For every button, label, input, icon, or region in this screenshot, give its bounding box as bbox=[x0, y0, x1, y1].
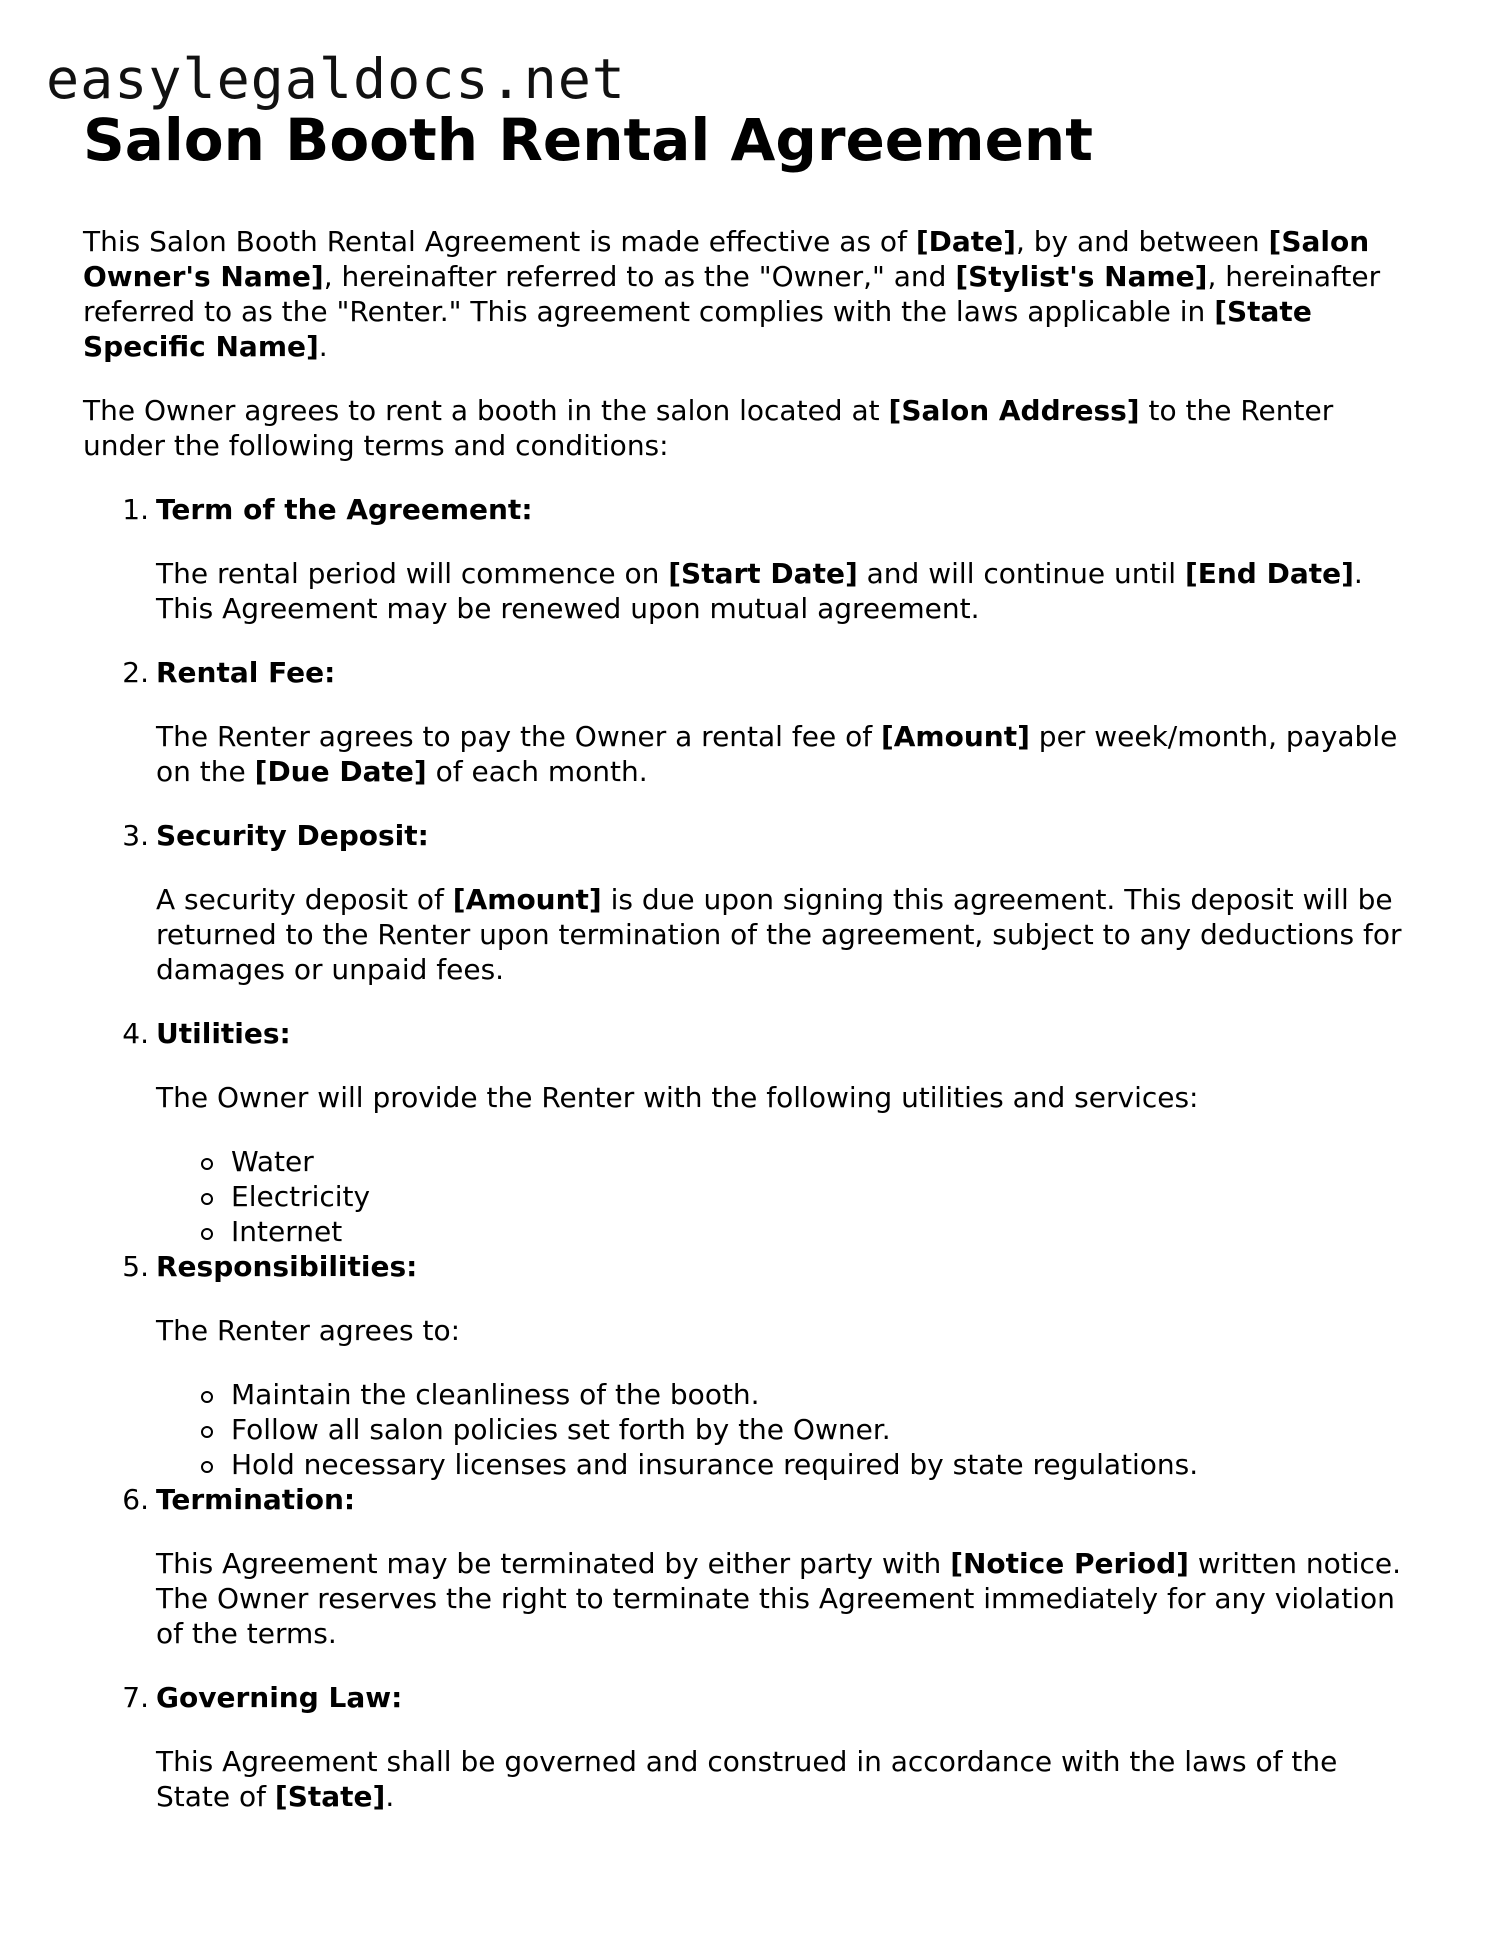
term-item-rental-fee bbox=[83, 655, 1413, 789]
term-text: . This Agreement may be renewed upon mutual agreement. bbox=[156, 557, 1363, 625]
amount-placeholder: [Amount] bbox=[880, 720, 1030, 753]
term-body bbox=[156, 556, 1413, 626]
list-item: Water bbox=[231, 1144, 1413, 1179]
intro-paragraph bbox=[83, 224, 1413, 364]
term-text: A security deposit of bbox=[156, 883, 453, 916]
term-heading: Rental Fee: bbox=[156, 656, 336, 689]
intro-text: The Owner agrees to rent a booth in the salon located at bbox=[83, 394, 889, 427]
term-body bbox=[156, 1546, 1413, 1651]
term-number: 6. bbox=[122, 1483, 149, 1516]
due-date-placeholder: [Due Date] bbox=[254, 755, 427, 788]
term-item-utilities bbox=[83, 1016, 1413, 1249]
term-body: The Renter agrees to: bbox=[156, 1314, 461, 1347]
term-number: 2. bbox=[122, 656, 149, 689]
intro-text: This Salon Booth Rental Agreement is made effective as of bbox=[83, 225, 916, 258]
start-date-placeholder: [Start Date] bbox=[668, 557, 858, 590]
term-number: 5. bbox=[122, 1250, 149, 1283]
term-number: 1. bbox=[122, 493, 149, 526]
term-body bbox=[156, 1744, 1413, 1814]
term-heading: Governing Law: bbox=[156, 1681, 403, 1714]
salon-address-placeholder: [Salon Address] bbox=[888, 394, 1140, 427]
state-specific-placeholder: [State Specific Name] bbox=[83, 295, 1312, 363]
term-number: 3. bbox=[122, 819, 149, 852]
list-item: Maintain the cleanliness of the booth. bbox=[231, 1377, 1413, 1412]
intro-text: . bbox=[318, 330, 328, 363]
term-body bbox=[156, 882, 1413, 987]
utilities-list bbox=[156, 1144, 1413, 1249]
term-item-agreement-term bbox=[83, 492, 1413, 626]
document-title: Salon Booth Rental Agreement bbox=[83, 106, 1093, 174]
term-text: written notice. The Owner reserves the right to terminate this Agreement immediately for any violation of the terms. bbox=[156, 1547, 1402, 1650]
intro-text: , by and between bbox=[1015, 225, 1269, 258]
term-text: This Agreement shall be governed and construed in accordance with the laws of the State of bbox=[156, 1745, 1338, 1813]
list-item: Hold necessary licenses and insurance required by state regulations. bbox=[231, 1447, 1413, 1482]
end-date-placeholder: [End Date] bbox=[1184, 557, 1354, 590]
term-text: is due upon signing this agreement. This deposit will be returned to the Renter upon termination of the agreement, subject to any deductions for damages or unpaid fees. bbox=[156, 883, 1402, 986]
intro-text: , hereinafter referred to as the "Renter." This agreement complies with the laws applicable in bbox=[83, 260, 1381, 328]
terms-list bbox=[83, 492, 1413, 1814]
term-heading: Security Deposit: bbox=[156, 819, 429, 852]
deposit-amount-placeholder: [Amount] bbox=[452, 883, 602, 916]
term-item-governing-law bbox=[83, 1680, 1413, 1814]
intro-terms-paragraph bbox=[83, 393, 1413, 463]
intro-text: to the Renter under the following terms and conditions: bbox=[83, 394, 1334, 462]
term-item-security-deposit bbox=[83, 818, 1413, 987]
intro-text: , hereinafter referred to as the "Owner," and bbox=[323, 260, 956, 293]
stylist-name-placeholder: [Stylist's Name] bbox=[955, 260, 1208, 293]
watermark: easylegaldocs.net bbox=[46, 47, 626, 111]
term-heading: Utilities: bbox=[156, 1017, 291, 1050]
term-heading: Term of the Agreement: bbox=[156, 493, 533, 526]
term-item-termination bbox=[83, 1482, 1413, 1651]
term-text: per week/month, payable on the bbox=[156, 720, 1398, 788]
owner-name-placeholder: [Salon Owner's Name] bbox=[83, 225, 1370, 293]
term-body: The Owner will provide the Renter with the following utilities and services: bbox=[156, 1081, 1199, 1114]
document-page bbox=[83, 100, 1413, 1814]
notice-period-placeholder: [Notice Period] bbox=[950, 1547, 1189, 1580]
term-text: of each month. bbox=[426, 755, 648, 788]
responsibilities-list bbox=[156, 1377, 1413, 1482]
term-body bbox=[156, 719, 1413, 789]
date-placeholder: [Date] bbox=[915, 225, 1016, 258]
term-text: and will continue until bbox=[857, 557, 1185, 590]
term-text: . bbox=[385, 1780, 395, 1813]
term-text: The rental period will commence on bbox=[156, 557, 669, 590]
term-item-responsibilities bbox=[83, 1249, 1413, 1482]
term-heading: Termination: bbox=[156, 1483, 356, 1516]
term-text: The Renter agrees to pay the Owner a rental fee of bbox=[156, 720, 881, 753]
state-placeholder: [State] bbox=[274, 1780, 386, 1813]
term-text: This Agreement may be terminated by either party with bbox=[156, 1547, 951, 1580]
list-item: Internet bbox=[231, 1214, 1413, 1249]
term-number: 4. bbox=[122, 1017, 149, 1050]
term-number: 7. bbox=[122, 1681, 149, 1714]
list-item: Electricity bbox=[231, 1179, 1413, 1214]
list-item: Follow all salon policies set forth by the Owner. bbox=[231, 1412, 1413, 1447]
term-heading: Responsibilities: bbox=[156, 1250, 418, 1283]
